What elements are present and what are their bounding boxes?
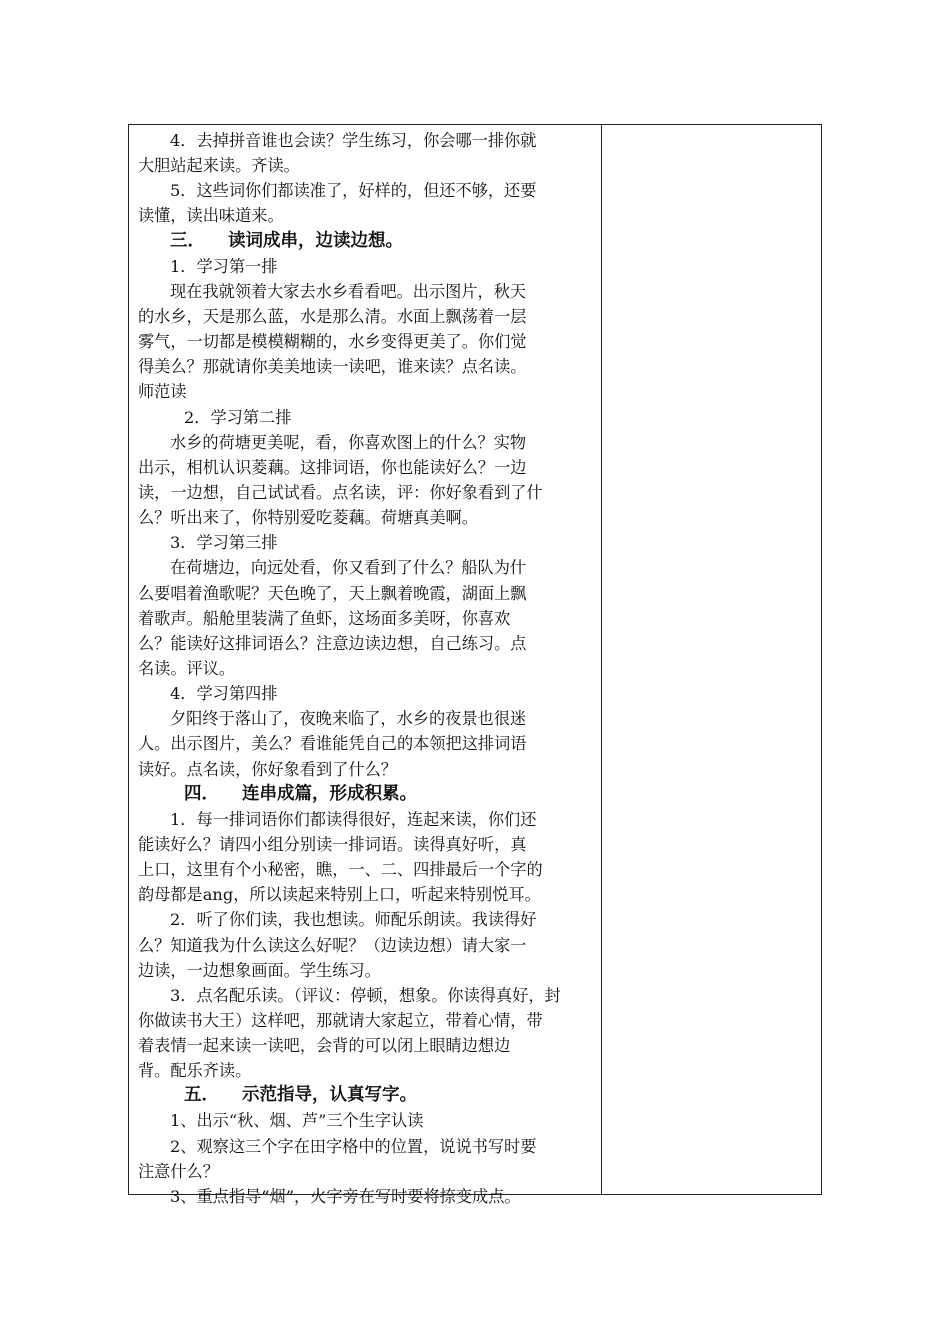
text-line: 读懂，读出味道来。	[138, 206, 284, 226]
text-line: 韵母都是ang，所以读起来特别上口，听起来特别悦耳。	[138, 885, 541, 905]
text-line: 出示，相机认识菱藕。这排词语，你也能读好么？一边	[138, 457, 527, 477]
text-line: 1．学习第一排	[170, 256, 278, 276]
text-line: 你做读书大王）这样吧，那就请大家起立，带着心情，带	[138, 1010, 543, 1030]
text-line: 么？知道我为什么读这么好呢？（边读边想）请大家一	[138, 935, 527, 955]
section-number: 四．	[184, 783, 219, 804]
text-line: 读好。点名读，你好象看到了什么？	[138, 759, 397, 779]
text-line: 大胆站起来读。齐读。	[138, 156, 300, 176]
section-number: 五．	[184, 1085, 219, 1106]
text-line: 上口，这里有个小秘密，瞧，一、二、四排最后一个字的	[138, 860, 543, 880]
text-line: 3．学习第三排	[170, 533, 278, 553]
text-line: 雾气，一切都是模模糊糊的，水乡变得更美了。你们觉	[138, 332, 527, 352]
text-line: 得美么？那就请你美美地读一读吧，谁来读？点名读。	[138, 357, 527, 377]
text-line: 2、观察这三个字在田字格中的位置，说说书写时要	[170, 1136, 537, 1156]
text-line: 名读。评议。	[138, 658, 236, 678]
text-line: 2．学习第二排	[184, 407, 292, 427]
lesson-content-cell	[138, 128, 596, 1209]
section-heading-3	[138, 229, 596, 254]
text-line: 4．学习第四排	[170, 684, 278, 704]
text-line: 2．听了你们读，我也想读。师配乐朗读。我读得好	[170, 910, 537, 930]
text-line: 着歌声。船舱里装满了鱼虾，这场面多美呀，你喜欢	[138, 608, 511, 628]
text-line: 读，一边想，自己试试看。点名读，评：你好象看到了什	[138, 482, 543, 502]
text-line: 3．点名配乐读。（评议：停顿，想象。你读得真好，封	[170, 985, 561, 1005]
section-number: 三．	[170, 230, 205, 251]
text-line: 5．这些词你们都读准了，好样的，但还不够，还要	[170, 181, 537, 201]
text-line: 边读，一边想象画面。学生练习。	[138, 960, 381, 980]
text-line: 么？能读好这排词语么？注意边读边想，自己练习。点	[138, 633, 527, 653]
text-line: 么要唱着渔歌呢？天色晚了，天上飘着晚霞，湖面上飘	[138, 583, 527, 603]
text-line: 着表情一起来读一读吧，会背的可以闭上眼睛边想边	[138, 1036, 511, 1056]
text-line: 在荷塘边，向远处看，你又看到了什么？船队为什	[170, 558, 527, 578]
text-line: 1．每一排词语你们都读得很好，连起来读，你们还	[170, 809, 537, 829]
text-line: 3、重点指导“烟”，火字旁在写时要将捺变成点。	[170, 1186, 521, 1206]
text-line: 的水乡，天是那么蓝，水是那么清。水面上飘荡着一层	[138, 306, 527, 326]
text-line: 水乡的荷塘更美呢，看，你喜欢图上的什么？实物	[170, 432, 527, 452]
text-line: 注意什么？	[138, 1161, 219, 1181]
lesson-table	[128, 124, 822, 1206]
section-title: 示范指导，认真写字。	[242, 1085, 417, 1106]
text-line: 能读好么？请四小组分别读一排词语。读得真好听，真	[138, 834, 527, 854]
text-line: 人。出示图片，美么？看谁能凭自己的本领把这排词语	[138, 734, 527, 754]
text-line: 4．去掉拼音谁也会读？学生练习，你会哪一排你就	[170, 131, 537, 150]
section-heading-5	[138, 1083, 596, 1108]
text-line: 背。配乐齐读。	[138, 1061, 252, 1081]
notes-cell	[602, 125, 821, 1194]
text-line: 1、出示“秋、烟、芦”三个生字认读	[170, 1111, 424, 1131]
section-heading-4	[138, 782, 596, 807]
section-title: 连串成篇，形成积累。	[242, 783, 417, 804]
text-line: 么？听出来了，你特别爱吃菱藕。荷塘真美啊。	[138, 508, 478, 528]
text-line: 夕阳终于落山了，夜晚来临了，水乡的夜景也很迷	[170, 709, 527, 729]
text-line: 师范读	[138, 382, 187, 402]
text-line: 现在我就领着大家去水乡看看吧。出示图片，秋天	[170, 281, 527, 301]
section-title: 读词成串，边读边想。	[228, 230, 403, 251]
